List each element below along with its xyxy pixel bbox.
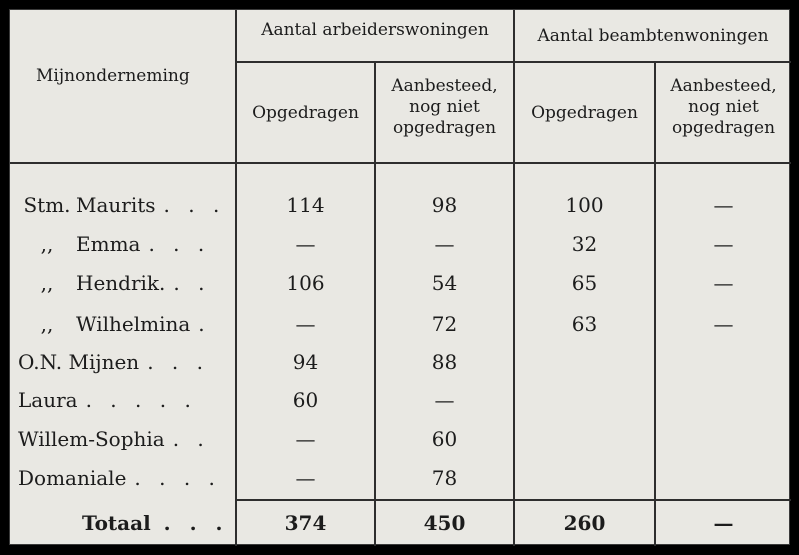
cell-arbeiders-opgedragen: —: [295, 466, 316, 490]
cell-beambten-aanbesteed: —: [713, 232, 734, 256]
total-label-text: Totaal: [82, 511, 151, 535]
row-name: Maurits: [76, 193, 156, 217]
row-label: [18, 312, 211, 336]
table-sheet: [9, 9, 790, 545]
row-label: [18, 350, 209, 374]
row-label: [18, 232, 210, 256]
leader-dots: . . .: [147, 350, 209, 374]
row-name: Domaniale: [18, 466, 127, 490]
total-arbeiders-aanbesteed: 450: [423, 511, 466, 535]
cell-arbeiders-aanbesteed: 88: [431, 350, 458, 374]
row-label: [18, 427, 210, 451]
cell-arbeiders-opgedragen: —: [295, 232, 316, 256]
row-label: [18, 271, 210, 295]
row-name: Wilhelmina: [76, 312, 191, 336]
cell-beambten-opgedragen: 100: [565, 193, 604, 217]
leader-dots: . . .: [163, 193, 226, 217]
cell-arbeiders-opgedragen: 60: [292, 388, 319, 412]
row-prefix: Stm.: [23, 193, 71, 217]
cell-arbeiders-aanbesteed: —: [434, 388, 455, 412]
leader-dots: . . . . .: [85, 388, 197, 412]
col-header-aanbesteed: [656, 76, 791, 139]
col-header-aanbesteed: [376, 76, 513, 139]
cell-arbeiders-aanbesteed: 72: [431, 312, 458, 336]
leader-dots: . . .: [163, 511, 229, 535]
cell-arbeiders-opgedragen: 114: [286, 193, 325, 217]
total-label: [82, 511, 228, 535]
row-prefix: ,,: [40, 271, 54, 295]
row-name: O.N. Mijnen: [18, 350, 140, 374]
cell-arbeiders-opgedragen: —: [295, 312, 316, 336]
cell-arbeiders-aanbesteed: 60: [431, 427, 458, 451]
row-prefix: ,,: [40, 312, 54, 336]
row-name: Hendrik.: [76, 271, 166, 295]
col-header-aanbesteed-line: Aanbesteed,: [670, 76, 777, 96]
cell-arbeiders-aanbesteed: 54: [431, 271, 458, 295]
cell-beambten-opgedragen: 65: [571, 271, 598, 295]
group-header-beambten: Aantal beambtenwoningen: [537, 26, 769, 46]
group-header-rule: [235, 61, 791, 63]
leader-dots: . . .: [148, 232, 211, 256]
cell-arbeiders-aanbesteed: 98: [431, 193, 458, 217]
row-name: Emma: [76, 232, 141, 256]
leader-dots: . .: [173, 271, 211, 295]
leader-dots: . .: [172, 427, 210, 451]
col-header-aanbesteed-line: Aanbesteed,: [391, 76, 498, 96]
leader-dots: . . . .: [134, 466, 221, 490]
first-column-header: Mijnonderneming: [36, 66, 190, 86]
leader-dots: .: [198, 312, 211, 336]
cell-arbeiders-opgedragen: 94: [292, 350, 319, 374]
row-label: [18, 388, 197, 412]
cell-beambten-opgedragen: 32: [571, 232, 598, 256]
header-rule: [10, 162, 791, 164]
total-beambten-aanbesteed: —: [713, 511, 734, 535]
cell-arbeiders-opgedragen: 106: [286, 271, 325, 295]
col-header-opgedragen: Opgedragen: [252, 103, 359, 123]
total-beambten-opgedragen: 260: [563, 511, 606, 535]
col-header-aanbesteed-line: nog niet: [409, 97, 480, 117]
cell-beambten-opgedragen: 63: [571, 312, 598, 336]
row-label: [18, 466, 221, 490]
row-name: Laura: [18, 388, 78, 412]
cell-arbeiders-opgedragen: —: [295, 427, 316, 451]
cell-arbeiders-aanbesteed: 78: [431, 466, 458, 490]
row-label: [18, 193, 225, 217]
col-header-aanbesteed-line: opgedragen: [671, 118, 776, 138]
cell-arbeiders-aanbesteed: —: [434, 232, 455, 256]
cell-beambten-aanbesteed: —: [713, 193, 734, 217]
cell-beambten-aanbesteed: —: [713, 312, 734, 336]
total-arbeiders-opgedragen: 374: [284, 511, 327, 535]
col-header-aanbesteed-line: opgedragen: [392, 118, 497, 138]
total-rule: [235, 499, 791, 501]
row-prefix: ,,: [40, 232, 54, 256]
group-header-arbeiders: Aantal arbeiderswoningen: [261, 20, 489, 40]
row-name: Willem-Sophia: [18, 427, 165, 451]
cell-beambten-aanbesteed: —: [713, 271, 734, 295]
col-header-opgedragen: Opgedragen: [531, 103, 638, 123]
col-header-aanbesteed-line: nog niet: [688, 97, 759, 117]
